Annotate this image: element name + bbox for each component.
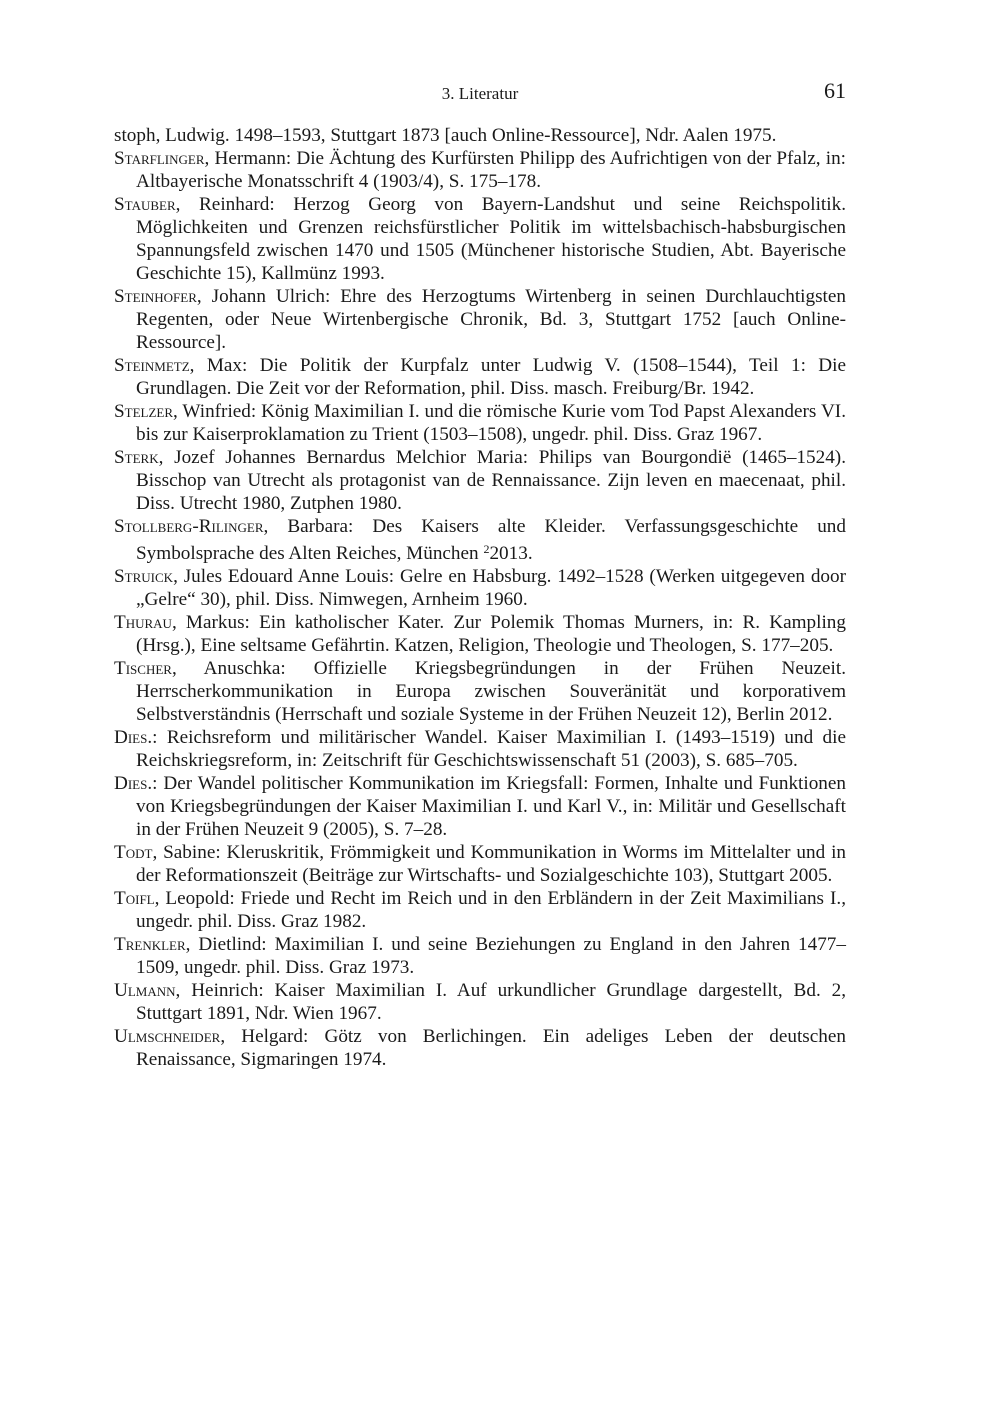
entry-author: Stollberg-Rilinger bbox=[114, 516, 264, 537]
bibliography-entry bbox=[114, 611, 846, 657]
bibliography-entry bbox=[114, 726, 846, 772]
entry-text: , Anuschka: Offizielle Kriegsbegründungen in der Frühen Neuzeit. Herrscherkommunikation in Europa zwischen Souveränität und korporativem Selbstverständnis (Herrschaft und soziale Systeme in der Frühen Neuzeit 12), Berlin 2012. bbox=[136, 658, 846, 725]
entry-author: Ulmann bbox=[114, 980, 176, 1001]
entry-author: Starflinger bbox=[114, 148, 205, 169]
entry-text: , Helgard: Götz von Berlichingen. Ein adeliges Leben der deutschen Renaissance, Sigmaringen 1974. bbox=[136, 1026, 846, 1070]
bibliography-entry bbox=[114, 979, 846, 1025]
entry-author: Toifl bbox=[114, 888, 155, 909]
entry-text: , Heinrich: Kaiser Maximilian I. Auf urkundlicher Grundlage dargestellt, Bd. 2, Stuttgart 1891, Ndr. Wien 1967. bbox=[136, 980, 846, 1024]
bibliography-entry bbox=[114, 841, 846, 887]
bibliography-entry bbox=[114, 515, 846, 565]
entry-author: Todt bbox=[114, 842, 153, 863]
bibliography-entry bbox=[114, 193, 846, 285]
entry-text: , Jules Edouard Anne Louis: Gelre en Habsburg. 1492–1528 (Werken uitgegeven door „Gelre“ 30), phil. Diss. Nimwegen, Arnheim 1960. bbox=[136, 566, 846, 610]
bibliography-entry bbox=[114, 354, 846, 400]
entry-text: , Jozef Johannes Bernardus Melchior Maria: Philips van Bourgondië (1465–1524). Bisschop van Utrecht als protagonist van de Rennaissance. Zijn leven en maecenaat, phil. Diss. Utrecht 1980, Zutphen 1980. bbox=[136, 447, 846, 514]
edition-superscript: 2 bbox=[483, 542, 490, 556]
entry-text: , Max: Die Politik der Kurpfalz unter Ludwig V. (1508–1544), Teil 1: Die Grundlagen. Die Zeit vor der Reformation, phil. Diss. masch. Freiburg/Br. 1942. bbox=[136, 355, 846, 399]
bibliography-list bbox=[114, 124, 846, 1071]
bibliography-entry bbox=[114, 933, 846, 979]
entry-author: Steinhofer bbox=[114, 286, 197, 307]
entry-author: Stelzer bbox=[114, 401, 174, 422]
entry-author: Struick bbox=[114, 566, 174, 587]
entry-text: , Winfried: König Maximilian I. und die römische Kurie vom Tod Papst Alexanders VI. bis zur Kaiserproklamation zu Trient (1503–1508), ungedr. phil. Diss. Graz 1967. bbox=[136, 401, 846, 445]
entry-author: Thurau bbox=[114, 612, 172, 633]
bibliography-entry bbox=[114, 887, 846, 933]
entry-text: , Hermann: Die Ächtung des Kurfürsten Philipp des Aufrichtigen von der Pfalz, in: Altbayerische Monatsschrift 4 (1903/4), S. 175–178. bbox=[136, 148, 846, 192]
running-head bbox=[114, 78, 846, 108]
entry-text-tail: 2013. bbox=[489, 543, 533, 564]
bibliography-entry bbox=[114, 446, 846, 515]
entry-author: Sterk bbox=[114, 447, 159, 468]
entry-text: , Reinhard: Herzog Georg von Bayern-Landshut und seine Reichspolitik. Möglichkeiten und Grenzen reichsfürstlicher Politik im wittelsbachisch-habsburgischen Spannungsfeld zwischen 1470 und 1505 (Münchener historische Studien, Abt. Bayerische Geschichte 15), Kallmünz 1993. bbox=[136, 194, 846, 284]
entry-author: Tischer bbox=[114, 658, 172, 679]
entry-text: , Johann Ulrich: Ehre des Herzogtums Wirtenberg in seinen Durchlauchtigsten Regenten, oder Neue Wirtenbergische Chronik, Bd. 3, Stuttgart 1752 [auch Online-Ressource]. bbox=[136, 286, 846, 353]
entry-text: , Dietlind: Maximilian I. und seine Beziehungen zu England in den Jahren 1477–1509, ungedr. phil. Diss. Graz 1973. bbox=[136, 934, 846, 978]
bibliography-entry bbox=[114, 147, 846, 193]
entry-text: , Leopold: Friede und Recht im Reich und in den Erbländern in der Zeit Maximilians I., ungedr. phil. Diss. Graz 1982. bbox=[136, 888, 846, 932]
bibliography-entry bbox=[114, 1025, 846, 1071]
bibliography-entry-continuation: stoph, Ludwig. 1498–1593, Stuttgart 1873 [auch Online-Ressource], Ndr. Aalen 1975. bbox=[114, 125, 777, 146]
bibliography-entry bbox=[114, 285, 846, 354]
bibliography-entry bbox=[114, 565, 846, 611]
entry-author: Dies. bbox=[114, 773, 153, 794]
entry-author: Trenkler bbox=[114, 934, 186, 955]
running-title: 3. Literatur bbox=[441, 84, 519, 103]
entry-author: Steinmetz bbox=[114, 355, 190, 376]
entry-text: : Der Wandel politischer Kommunikation im Kriegsfall: Formen, Inhalte und Funktionen von Kriegsbegründungen der Kaiser Maximilian I. und Karl V., in: Militär und Gesellschaft in der Frühen Neuzeit 9 (2005), S. 7–28. bbox=[136, 773, 846, 840]
entry-text: , Barbara: Des Kaisers alte Kleider. Verfassungsgeschichte und Symbolsprache des Alten Reiches, München bbox=[136, 516, 846, 564]
entry-author: Stauber bbox=[114, 194, 176, 215]
bibliography-entry bbox=[114, 657, 846, 726]
bibliography-entry bbox=[114, 400, 846, 446]
bibliography-entry bbox=[114, 772, 846, 841]
entry-text: , Sabine: Kleruskritik, Frömmigkeit und Kommunikation in Worms im Mittelalter und in der Reformationszeit (Beiträge zur Wirtschafts- und Sozialgeschichte 103), Stuttgart 2005. bbox=[136, 842, 846, 886]
page-number: 61 bbox=[824, 78, 846, 103]
entry-text: , Markus: Ein katholischer Kater. Zur Polemik Thomas Murners, in: R. Kampling (Hrsg.), Eine seltsame Gefährtin. Katzen, Religion, Theologie und Theologen, S. 177–205. bbox=[136, 612, 846, 656]
entry-text: : Reichsreform und militärischer Wandel. Kaiser Maximilian I. (1493–1519) und die Reichskriegsreform, in: Zeitschrift für Geschichtswissenschaft 51 (2003), S. 685–705. bbox=[136, 727, 846, 771]
entry-author: Ulmschneider bbox=[114, 1026, 221, 1047]
entry-author: Dies. bbox=[114, 727, 153, 748]
